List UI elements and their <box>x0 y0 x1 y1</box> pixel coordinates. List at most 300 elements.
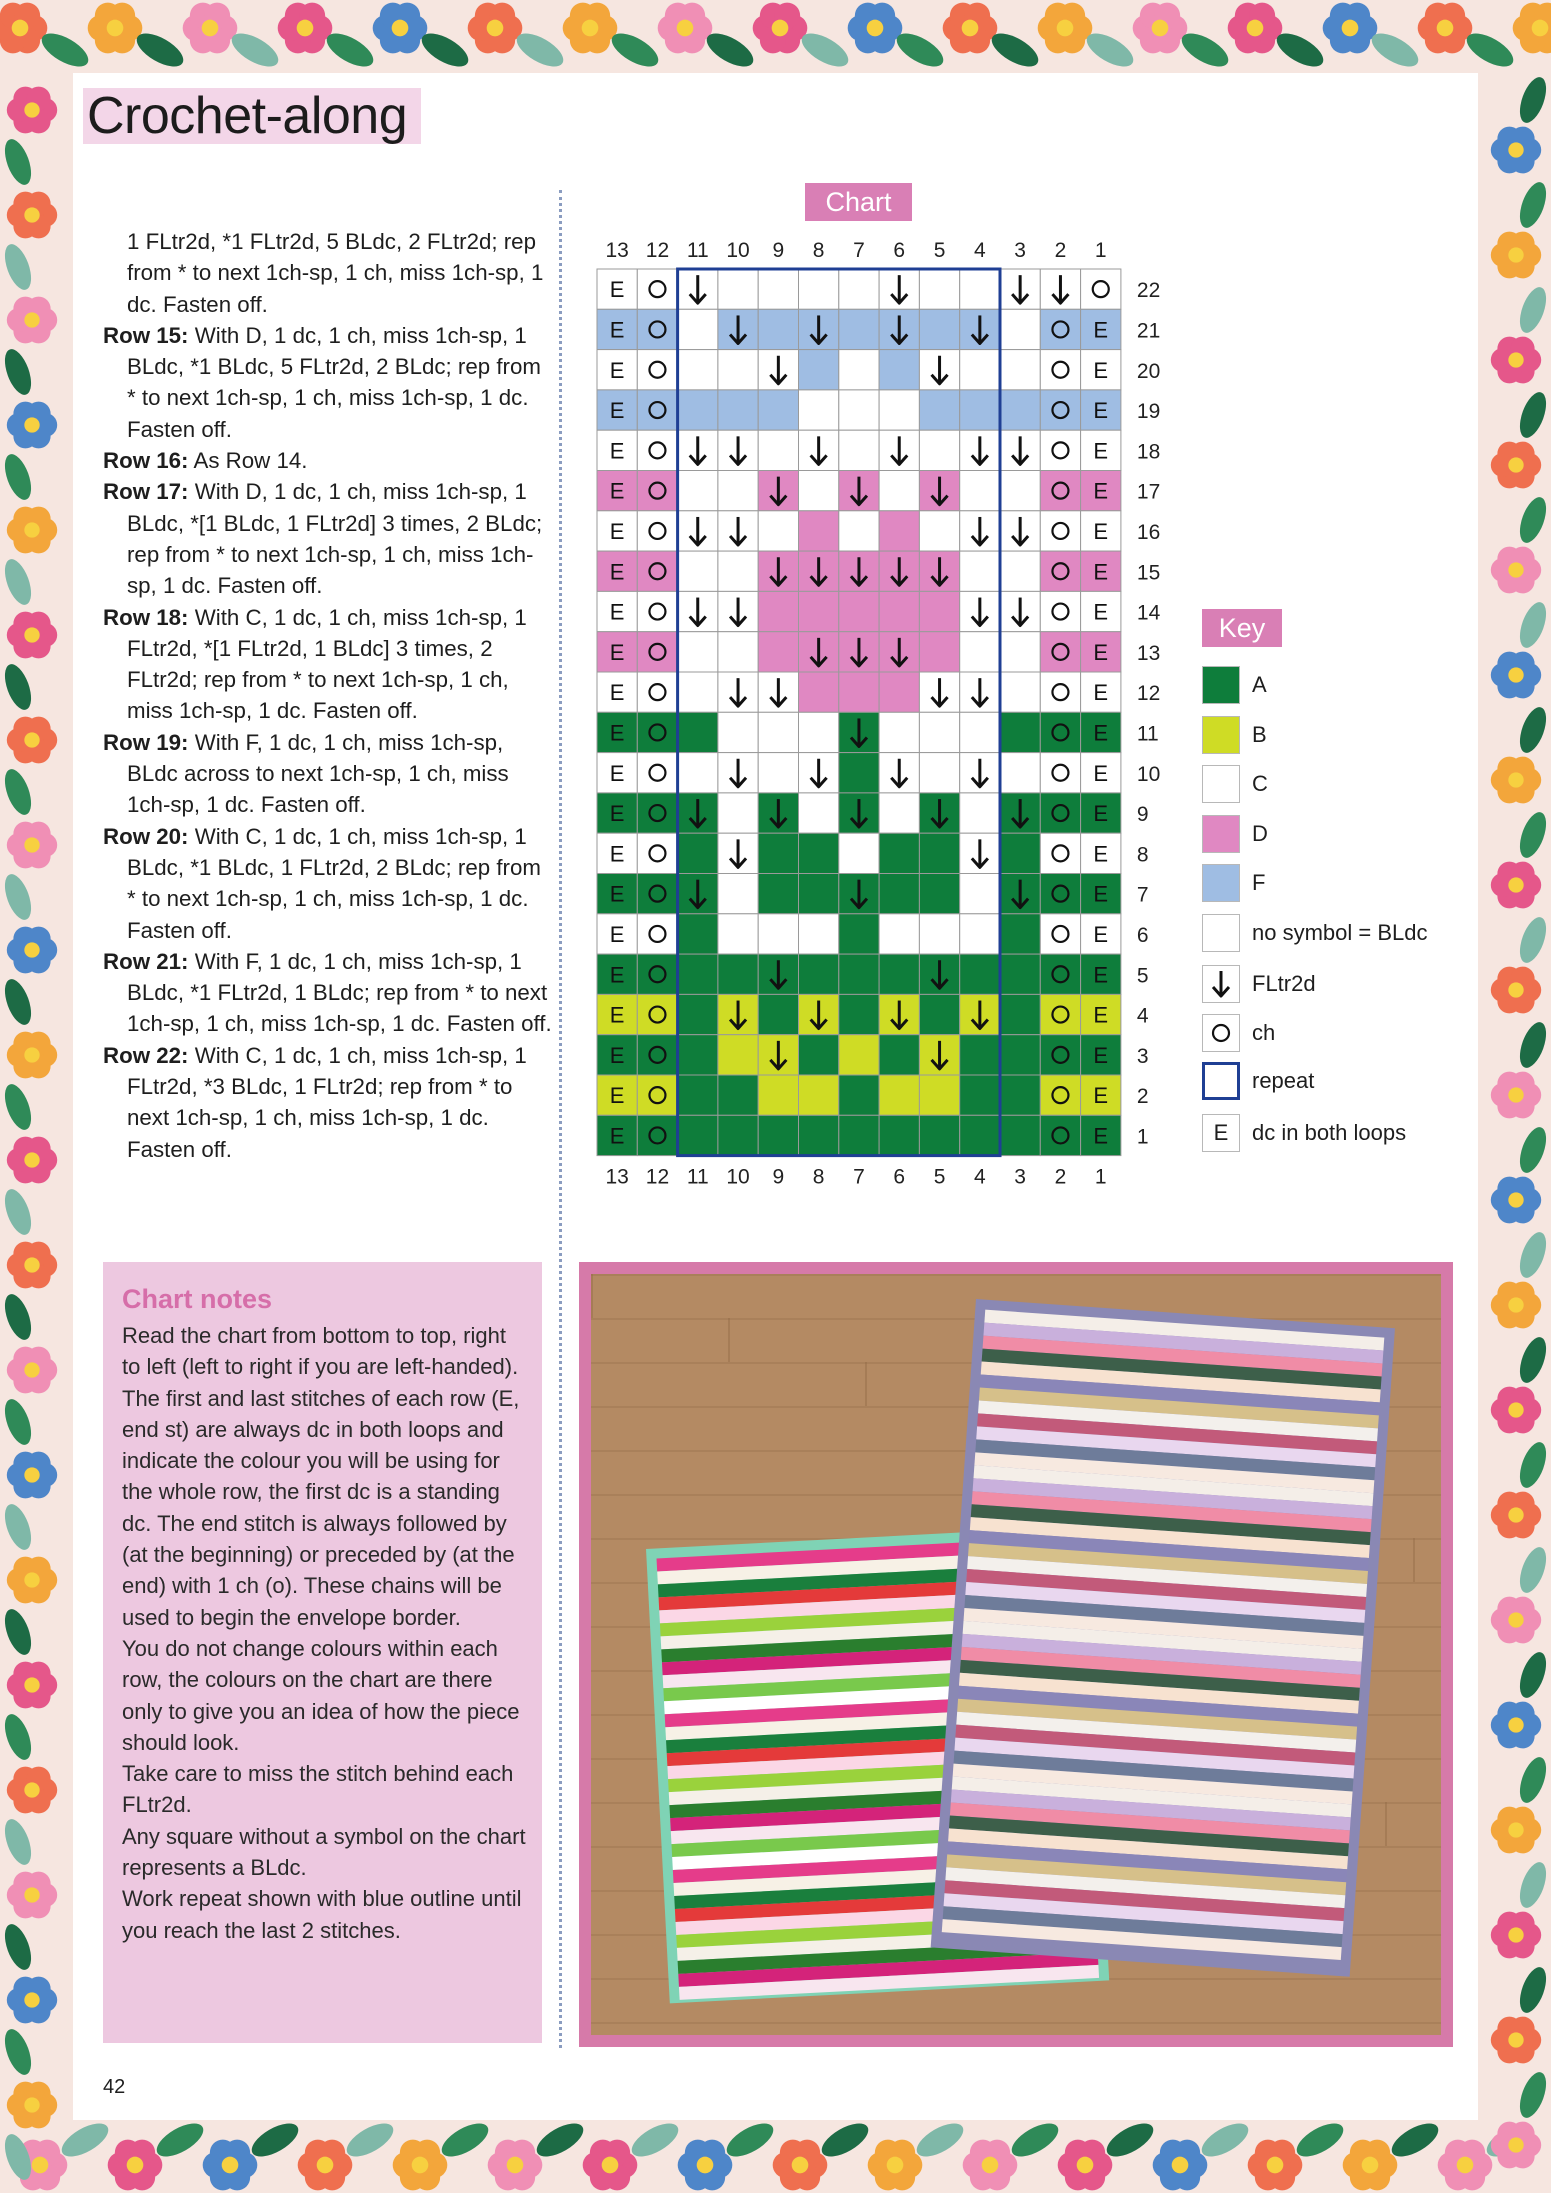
chart-cell <box>678 914 718 954</box>
chart-cell <box>919 632 959 672</box>
chart-cell <box>919 390 959 430</box>
chart-cell <box>637 551 677 591</box>
row-number: 6 <box>1136 923 1149 947</box>
dc-both-loops-symbol: E <box>609 317 625 343</box>
chart-cell <box>879 471 919 511</box>
dc-both-loops-symbol: E <box>609 881 625 907</box>
chart-cell <box>799 954 839 994</box>
chart-cell <box>960 632 1000 672</box>
row-instruction <box>103 320 553 445</box>
photo-image <box>591 1274 1441 2035</box>
key-item <box>1202 815 1522 855</box>
chart-heading: Chart <box>805 183 912 221</box>
chart-cell <box>799 914 839 954</box>
chart-cell <box>678 350 718 390</box>
column-number-top: 5 <box>933 239 946 262</box>
chart-cell <box>678 994 718 1034</box>
row-label: Row 16: <box>103 448 189 474</box>
row-label: Row 17: <box>103 479 189 505</box>
dc-both-loops-symbol: E <box>1093 357 1109 383</box>
chart-cell <box>799 833 839 873</box>
dc-both-loops-symbol: E <box>609 398 625 424</box>
chart-cell <box>1000 672 1040 712</box>
note-paragraph: Take care to miss the stitch behind each FLtr2d. <box>122 1761 514 1818</box>
dc-both-loops-symbol: E <box>609 639 625 665</box>
chart-cell <box>718 269 758 309</box>
chart-cell <box>758 833 798 873</box>
column-number-bottom: 2 <box>1054 1165 1067 1189</box>
chart-cell <box>960 874 1000 914</box>
row-number: 21 <box>1136 319 1161 343</box>
chart-cell <box>1040 309 1080 349</box>
chart-cell <box>758 269 798 309</box>
column-number-bottom: 4 <box>974 1165 986 1189</box>
chart-cell <box>758 591 798 631</box>
dc-both-loops-symbol: E <box>609 599 625 625</box>
dc-both-loops-symbol: E <box>609 277 625 303</box>
dc-both-loops-symbol: E <box>1093 801 1109 827</box>
dc-both-loops-symbol: E <box>609 921 625 947</box>
chart-cell <box>1000 632 1040 672</box>
row-number: 4 <box>1136 1004 1149 1028</box>
dc-both-loops-symbol: E <box>609 680 625 706</box>
chart-cell <box>758 914 798 954</box>
row-instructions <box>103 226 553 1165</box>
chart-cell <box>1040 672 1080 712</box>
chart-cell <box>637 591 677 631</box>
chart-cell <box>919 1075 959 1115</box>
chart-cell <box>839 309 879 349</box>
chart-cell <box>879 712 919 752</box>
dc-both-loops-symbol: E <box>609 1042 625 1068</box>
row-number: 18 <box>1136 440 1161 464</box>
column-number-top: 7 <box>853 239 865 262</box>
column-number-bottom: 13 <box>605 1165 629 1189</box>
chart-cell <box>839 269 879 309</box>
chart-cell <box>960 712 1000 752</box>
chart-cell <box>1040 632 1080 672</box>
column-number-bottom: 5 <box>933 1165 946 1189</box>
colour-swatch <box>1202 914 1240 952</box>
chart-cell <box>637 430 677 470</box>
chart-cell <box>799 1115 839 1155</box>
chart-cell <box>839 511 879 551</box>
chart-cell <box>718 471 758 511</box>
colour-swatch <box>1202 765 1240 803</box>
dc-both-loops-symbol: E <box>1093 478 1109 504</box>
chart-cell <box>718 632 758 672</box>
chart-cell <box>758 994 798 1034</box>
chart-cell <box>758 1075 798 1115</box>
note-paragraph: Read the chart from bottom to top, right to left (left to right if you are left-handed). <box>122 1323 519 1380</box>
dc-both-loops-symbol: E <box>1093 921 1109 947</box>
row-instruction <box>103 226 553 320</box>
chart-cell <box>1040 753 1080 793</box>
note-paragraph: Any square without a symbol on the chart represents a BLdc. <box>122 1823 526 1881</box>
dc-both-loops-symbol: E <box>1093 760 1109 786</box>
row-instruction <box>103 602 553 727</box>
key-item <box>1202 1114 1522 1154</box>
dc-both-loops-symbol: E <box>1093 518 1109 544</box>
key-heading: Key <box>1202 609 1282 647</box>
row-instruction <box>103 946 553 1040</box>
colourwork-chart <box>560 228 1200 1198</box>
dc-both-loops-symbol: E <box>609 1002 625 1028</box>
row-number: 12 <box>1136 682 1161 706</box>
dc-both-loops-symbol: E <box>609 478 625 504</box>
chart-cell <box>758 511 798 551</box>
column-number-top: 13 <box>605 239 629 262</box>
chart-cell <box>1040 833 1080 873</box>
row-number: 3 <box>1136 1044 1149 1068</box>
chart-cell <box>1000 471 1040 511</box>
row-instruction <box>103 445 553 476</box>
chart-cell <box>960 551 1000 591</box>
row-label: Row 15: <box>103 322 189 348</box>
note-paragraph: Work repeat shown with blue outline until you reach the last 2 stitches. <box>122 1886 522 1943</box>
chart-cell <box>637 1075 677 1115</box>
chart-cell <box>758 753 798 793</box>
chart-cell <box>799 672 839 712</box>
chart-cell <box>1040 591 1080 631</box>
dc-both-loops-symbol: E <box>1093 1123 1109 1149</box>
chart-cell <box>960 1035 1000 1075</box>
row-label: Row 20: <box>103 823 189 849</box>
chart-cell <box>1000 712 1040 752</box>
blanket-photo <box>579 1262 1453 2047</box>
repeat-box-icon <box>1202 1062 1240 1100</box>
chart-cell <box>718 874 758 914</box>
chart-cell <box>718 914 758 954</box>
dc-both-loops-symbol: E <box>609 841 625 867</box>
chart-cell <box>879 672 919 712</box>
column-number-top: 1 <box>1094 239 1107 262</box>
row-label: Row 21: <box>103 948 189 974</box>
key-label: A <box>1252 672 1267 697</box>
row-number: 11 <box>1136 722 1159 746</box>
colour-swatch <box>1202 815 1240 853</box>
note-paragraph: The first and last stitches of each row (E, end st) are always dc in both loops and indicate the colour you will be using for the whole row, the first dc is a standing dc. The end stitch is always followed by (at the beginning) or preceded by (at the end) with 1 ch (o). These chains will be used to begin the envelope border. <box>122 1385 520 1630</box>
dc-both-loops-symbol: E <box>609 1083 625 1109</box>
dc-both-loops-symbol: E <box>609 518 625 544</box>
column-number-top: 2 <box>1054 239 1067 262</box>
row-number: 9 <box>1136 803 1149 827</box>
chart-cell <box>678 1035 718 1075</box>
dc-both-loops-symbol: E <box>1093 398 1109 424</box>
row-number: 22 <box>1136 279 1161 303</box>
column-number-top: 11 <box>686 239 709 262</box>
key-item <box>1202 914 1522 954</box>
chart-cell <box>1040 1035 1080 1075</box>
chart-cell <box>879 1035 919 1075</box>
chart-cell <box>758 712 798 752</box>
chart-cell <box>1000 390 1040 430</box>
chart-cell <box>1040 874 1080 914</box>
row-text: With C, 1 dc, 1 ch, miss 1ch-sp, 1 BLdc, *1 BLdc, 1 FLtr2d, 2 BLdc; rep from * to next 1ch-sp, 1 ch, miss 1ch-sp, 1 dc. Fasten off. <box>127 823 541 943</box>
column-number-bottom: 8 <box>812 1165 825 1189</box>
chart-cell <box>758 874 798 914</box>
row-number: 7 <box>1136 883 1149 907</box>
row-label: Row 18: <box>103 604 189 630</box>
row-number: 17 <box>1136 480 1161 504</box>
chart-cell <box>919 753 959 793</box>
chart-cell <box>879 793 919 833</box>
chart-cell <box>919 309 959 349</box>
chart-cell <box>839 954 879 994</box>
dc-both-loops-symbol: E <box>609 357 625 383</box>
chart-cell <box>758 430 798 470</box>
dc-both-loops-symbol: E <box>1093 1042 1109 1068</box>
chart-cell <box>1040 954 1080 994</box>
key-label: no symbol = BLdc <box>1252 920 1428 945</box>
chart-cell <box>839 914 879 954</box>
chart-cell <box>718 793 758 833</box>
chart-cell <box>637 511 677 551</box>
note-paragraph: You do not change colours within each row, the colours on the chart are there only to give you an idea of how the piece should look. <box>122 1635 520 1755</box>
chart-cell <box>637 994 677 1034</box>
key-item <box>1202 1062 1522 1102</box>
chart-cell <box>919 833 959 873</box>
chart-cell <box>1000 1115 1040 1155</box>
row-label: Row 22: <box>103 1042 189 1068</box>
row-number: 20 <box>1136 359 1161 383</box>
chart-cell <box>758 1115 798 1155</box>
chart-cell <box>637 672 677 712</box>
row-instruction <box>103 821 553 946</box>
chart-cell <box>1040 511 1080 551</box>
key-label: dc in both loops <box>1252 1120 1407 1145</box>
dc-both-loops-symbol: E <box>1093 841 1109 867</box>
key-label: C <box>1252 771 1268 796</box>
chart-cell <box>678 1075 718 1115</box>
chart-notes-panel <box>103 1262 542 2043</box>
chart-cell <box>919 511 959 551</box>
chart-cell <box>678 471 718 511</box>
chart-cell <box>799 1075 839 1115</box>
circle-icon <box>1202 1014 1240 1052</box>
chart-cell <box>960 350 1000 390</box>
chart-cell <box>637 914 677 954</box>
chart-cell <box>718 350 758 390</box>
chart-cell <box>678 753 718 793</box>
colour-swatch <box>1202 666 1240 704</box>
chart-cell <box>637 390 677 430</box>
chart-cell <box>799 874 839 914</box>
chart-cell <box>637 309 677 349</box>
chart-cell <box>1000 1075 1040 1115</box>
chart-cell <box>839 1075 879 1115</box>
chart-cell <box>839 591 879 631</box>
row-text: With F, 1 dc, 1 ch, miss 1ch-sp, 1 BLdc, *1 FLtr2d, 1 BLdc; rep from * to next 1ch-sp, 1 ch, miss 1ch-sp, 1 dc. Fasten off. <box>127 948 552 1037</box>
chart-cell <box>879 954 919 994</box>
chart-cell <box>1000 994 1040 1034</box>
chart-cell <box>1040 994 1080 1034</box>
chart-cell <box>960 954 1000 994</box>
chart-cell <box>960 914 1000 954</box>
row-text: With C, 1 dc, 1 ch, miss 1ch-sp, 1 FLtr2d, *3 BLdc, 1 FLtr2d; rep from * to next 1ch-sp, 1 ch, miss 1ch-sp, 1 dc. Fasten off. <box>127 1042 527 1162</box>
dc-both-loops-symbol: E <box>1093 680 1109 706</box>
chart-cell <box>879 1075 919 1115</box>
chart-cell <box>718 1035 758 1075</box>
chart-cell <box>718 390 758 430</box>
column-number-bottom: 11 <box>686 1165 709 1189</box>
dc-both-loops-symbol: E <box>1093 962 1109 988</box>
column-number-top: 10 <box>726 239 750 262</box>
column-number-top: 12 <box>645 239 670 262</box>
column-number-top: 9 <box>772 239 785 262</box>
row-text: With D, 1 dc, 1 ch, miss 1ch-sp, 1 BLdc, *1 BLdc, 5 FLtr2d, 2 BLdc; rep from * to next 1ch-sp, 1 ch, miss 1ch-sp, 1 dc. Fasten off. <box>127 322 541 442</box>
key-item <box>1202 666 1522 706</box>
column-number-bottom: 9 <box>772 1165 785 1189</box>
chart-cell <box>879 390 919 430</box>
chart-cell <box>919 914 959 954</box>
key-label: repeat <box>1252 1068 1315 1093</box>
chart-cell <box>919 591 959 631</box>
chart-cell <box>839 833 879 873</box>
column-number-top: 3 <box>1014 239 1026 262</box>
chart-cell <box>839 672 879 712</box>
row-instruction <box>103 1040 553 1165</box>
row-number: 15 <box>1136 561 1161 585</box>
dc-both-loops-symbol: E <box>1093 438 1109 464</box>
dc-both-loops-symbol: E <box>1093 1002 1109 1028</box>
dc-both-loops-symbol: E <box>609 1123 625 1149</box>
chart-cell <box>960 269 1000 309</box>
chart-cell <box>879 1115 919 1155</box>
chart-cell <box>758 390 798 430</box>
dc-both-loops-symbol: E <box>1093 599 1109 625</box>
chart-cell <box>839 350 879 390</box>
chart-notes-title: Chart notes <box>122 1284 273 1314</box>
chart-cell <box>1040 712 1080 752</box>
row-number: 10 <box>1136 762 1161 786</box>
colour-swatch <box>1202 716 1240 754</box>
chart-cell <box>678 712 718 752</box>
page-number: 42 <box>103 2076 126 2098</box>
row-label: Row 19: <box>103 729 189 755</box>
chart-cell <box>960 471 1000 511</box>
key-label: FLtr2d <box>1252 971 1316 996</box>
chart-cell <box>637 753 677 793</box>
colour-swatch <box>1202 864 1240 902</box>
chart-cell <box>1040 551 1080 591</box>
dc-both-loops-symbol: E <box>609 438 625 464</box>
row-number: 19 <box>1136 400 1161 424</box>
dc-both-loops-symbol: E <box>609 801 625 827</box>
row-number: 14 <box>1136 601 1161 625</box>
chart-cell <box>919 994 959 1034</box>
row-text: With C, 1 dc, 1 ch, miss 1ch-sp, 1 FLtr2d, *[1 FLtr2d, 1 BLdc] 3 times, 2 FLtr2d; rep from * to next 1ch-sp, 1 ch, miss 1ch-sp, 1 dc. Fasten off. <box>127 604 527 724</box>
chart-cell <box>879 833 919 873</box>
chart-cell <box>879 350 919 390</box>
chart-cell <box>1000 551 1040 591</box>
chart-cell <box>960 390 1000 430</box>
chart-cell <box>799 511 839 551</box>
chart-cell <box>1040 350 1080 390</box>
column-number-top: 8 <box>812 239 825 262</box>
chart-cell <box>1000 309 1040 349</box>
chart-cell <box>919 269 959 309</box>
chart-cell <box>1040 1075 1080 1115</box>
chart-cell <box>879 591 919 631</box>
row-text: With F, 1 dc, 1 ch, miss 1ch-sp, BLdc across to next 1ch-sp, 1 ch, miss 1ch-sp, 1 dc. Fasten off. <box>127 729 509 818</box>
chart-cell <box>919 874 959 914</box>
row-text: With D, 1 dc, 1 ch, miss 1ch-sp, 1 BLdc, *[1 BLdc, 1 FLtr2d] 3 times, 2 BLdc; rep from * to next 1ch-sp, 1 ch, miss 1ch-sp, 1 dc. Fasten off. <box>127 479 543 599</box>
dc-both-loops-symbol: E <box>609 962 625 988</box>
chart-cell <box>879 874 919 914</box>
chart-cell <box>1040 471 1080 511</box>
key-label: D <box>1252 821 1268 846</box>
key-item <box>1202 965 1522 1005</box>
chart-cell <box>637 1115 677 1155</box>
chart-cell <box>839 390 879 430</box>
chart-cell <box>637 954 677 994</box>
chart-cell <box>678 672 718 712</box>
chart-cell <box>799 1035 839 1075</box>
chart-cell <box>919 1115 959 1155</box>
column-number-bottom: 12 <box>645 1165 670 1189</box>
chart-cell <box>799 390 839 430</box>
column-number-bottom: 7 <box>853 1165 865 1189</box>
chart-cell <box>1000 914 1040 954</box>
chart-cell <box>879 914 919 954</box>
dc-both-loops-symbol: E <box>609 720 625 746</box>
chart-cell <box>839 1115 879 1155</box>
chart-cell <box>678 954 718 994</box>
chart-cell <box>799 712 839 752</box>
chart-cell <box>1000 1035 1040 1075</box>
chart-cell <box>678 309 718 349</box>
chart-notes-body <box>122 1320 527 1946</box>
row-number: 8 <box>1136 843 1149 867</box>
row-instruction <box>103 476 553 601</box>
chart-cell <box>718 551 758 591</box>
chart-cell <box>960 1115 1000 1155</box>
chart-cell <box>718 954 758 994</box>
chart-cell <box>919 712 959 752</box>
chart-cell <box>1000 350 1040 390</box>
chart-cell <box>960 793 1000 833</box>
chart-cell <box>637 269 677 309</box>
dc-both-loops-symbol: E <box>1093 720 1109 746</box>
chart-cell <box>839 753 879 793</box>
photo-two-blankets-icon <box>591 1274 1441 2035</box>
dc-both-loops-symbol: E <box>609 559 625 585</box>
key-label: ch <box>1252 1020 1276 1045</box>
chart-cell <box>678 833 718 873</box>
chart-cell <box>1000 954 1040 994</box>
chart-cell <box>637 712 677 752</box>
chart-cell <box>718 712 758 752</box>
column-number-top: 6 <box>893 239 906 262</box>
chart-cell <box>839 430 879 470</box>
page-title: Crochet-along <box>83 88 421 144</box>
chart-cell <box>879 511 919 551</box>
chart-cell <box>960 1075 1000 1115</box>
chart-cell <box>1000 833 1040 873</box>
chart-cell <box>1040 914 1080 954</box>
chart-cell <box>799 471 839 511</box>
chart-cell <box>1040 430 1080 470</box>
chart-cell <box>718 1075 758 1115</box>
chart-cell <box>637 350 677 390</box>
column-number-top: 4 <box>974 239 986 262</box>
chart-cell <box>799 591 839 631</box>
row-number: 2 <box>1136 1085 1149 1109</box>
row-number: 16 <box>1136 520 1161 544</box>
key-item <box>1202 716 1522 756</box>
row-number: 1 <box>1136 1125 1149 1149</box>
